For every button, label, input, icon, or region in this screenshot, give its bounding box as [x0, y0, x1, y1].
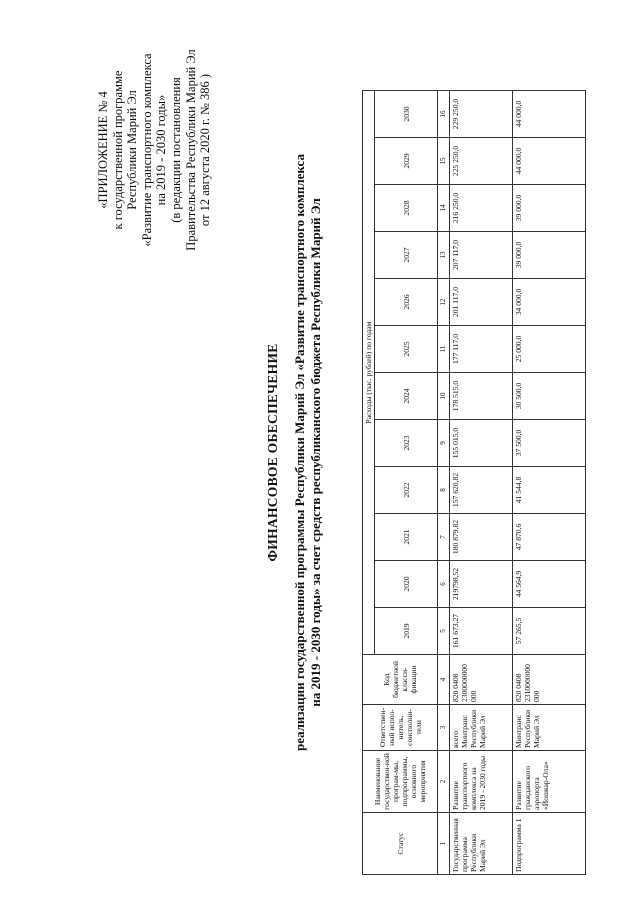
- row-value: 178 515,0: [450, 373, 513, 420]
- financing-table: [362, 90, 586, 875]
- column-number: 1: [438, 813, 450, 875]
- row-value: 34 000,0: [513, 279, 586, 326]
- header-year: 2019: [375, 608, 438, 655]
- column-number: 7: [438, 514, 450, 561]
- row-value: 229 250,0: [450, 91, 513, 138]
- column-number: 6: [438, 561, 450, 608]
- row-value: 30 500,0: [513, 373, 586, 420]
- row-value: 161 673,27: [450, 608, 513, 655]
- document-title: ФИНАНСОВОЕ ОБЕСПЕЧЕНИЕ: [265, 343, 280, 562]
- column-number-row: [438, 91, 450, 875]
- header-year: 2028: [375, 185, 438, 232]
- row-value: 157 620,82: [450, 467, 513, 514]
- row-value: 41 544,8: [513, 467, 586, 514]
- row-value: 207 117,0: [450, 232, 513, 279]
- header-year: 2030: [375, 91, 438, 138]
- row-value: 25 000,0: [513, 326, 586, 373]
- row-status: Государственная программа Республики Марий Эл: [450, 813, 513, 875]
- header-year: 2022: [375, 467, 438, 514]
- row-value: 219798,52: [450, 561, 513, 608]
- header-year: 2029: [375, 138, 438, 185]
- appendix-line: Правительства Республики Марий Эл: [183, 49, 198, 251]
- appendix-line: (в редакции постановления: [168, 77, 183, 223]
- header-year: 2020: [375, 561, 438, 608]
- row-value: 155 015,0: [450, 420, 513, 467]
- row-value: 44 564,9: [513, 561, 586, 608]
- table-row: [450, 91, 513, 875]
- appendix-block: [96, 35, 213, 265]
- column-number: 3: [438, 705, 450, 751]
- column-number: 16: [438, 91, 450, 138]
- row-value: 44 000,0: [513, 138, 586, 185]
- row-value: 57 265,5: [513, 608, 586, 655]
- row-value: 216 250,0: [450, 185, 513, 232]
- row-value: 39 000,0: [513, 185, 586, 232]
- row-responsible: всего Минтранс Республики Марий Эл: [450, 705, 513, 751]
- column-number: 8: [438, 467, 450, 514]
- row-value: 44 000,0: [513, 91, 586, 138]
- row-responsible: Минтранс Республики Марий Эл: [513, 705, 586, 751]
- column-number: 10: [438, 373, 450, 420]
- header-expenses: Расходы (тыс. рублей) по годам: [363, 91, 375, 655]
- header-year: 2021: [375, 514, 438, 561]
- row-name: Развитие транспортного комплекса на 2019 - 2030 годы: [450, 751, 513, 813]
- row-status: Подпрограмма 1: [513, 813, 586, 875]
- row-value: 37 500,0: [513, 420, 586, 467]
- appendix-line: Республики Марий Эл: [125, 90, 140, 210]
- column-number: 13: [438, 232, 450, 279]
- subtitle-line: реализации государственной программы Республики Марий Эл «Развитие транспортного комплекса: [292, 154, 307, 751]
- subtitle-line: на 2019 - 2030 годы» за счет средств республиканского бюджета Республики Марий Эл: [308, 198, 323, 707]
- document-subtitle: [292, 80, 324, 825]
- header-code: Код бюджетной класси-фикации: [363, 655, 438, 705]
- row-value: 180 879,82: [450, 514, 513, 561]
- column-number: 12: [438, 279, 450, 326]
- header-year: 2026: [375, 279, 438, 326]
- column-number: 9: [438, 420, 450, 467]
- row-name: Развитие гражданского аэропорта «Йошкар-Ола»: [513, 751, 586, 813]
- row-code: 820 0408 2300000000 000: [450, 655, 513, 705]
- appendix-line: «ПРИЛОЖЕНИЕ № 4: [96, 91, 110, 209]
- header-responsible: Ответствен-ный испол-нитель, соисполни-тели: [363, 705, 438, 751]
- column-number: 4: [438, 655, 450, 705]
- table-row: [513, 91, 586, 875]
- row-value: 201 117,0: [450, 279, 513, 326]
- column-number: 11: [438, 326, 450, 373]
- row-value: 177 117,0: [450, 326, 513, 373]
- appendix-line: «Развитие транспортного комплекса: [139, 53, 154, 247]
- row-value: 47 870,6: [513, 514, 586, 561]
- appendix-line: к государственной программе: [110, 70, 125, 230]
- header-status: Статус: [363, 813, 438, 875]
- header-year: 2023: [375, 420, 438, 467]
- header-year: 2027: [375, 232, 438, 279]
- column-number: 14: [438, 185, 450, 232]
- column-number: 2: [438, 751, 450, 813]
- appendix-line: от 12 августа 2020 г. № 386 ): [198, 73, 213, 227]
- row-value: 225 250,0: [450, 138, 513, 185]
- column-number: 5: [438, 608, 450, 655]
- row-value: 39 000,0: [513, 232, 586, 279]
- row-code: 820 0408 2310000000 000: [513, 655, 586, 705]
- header-name: Наименование государствен-ной програм-мы, подпрограммы, основного мероприятия: [363, 751, 438, 813]
- appendix-line: на 2019 - 2030 годы»: [154, 94, 169, 206]
- header-year: 2024: [375, 373, 438, 420]
- column-number: 15: [438, 138, 450, 185]
- header-year: 2025: [375, 326, 438, 373]
